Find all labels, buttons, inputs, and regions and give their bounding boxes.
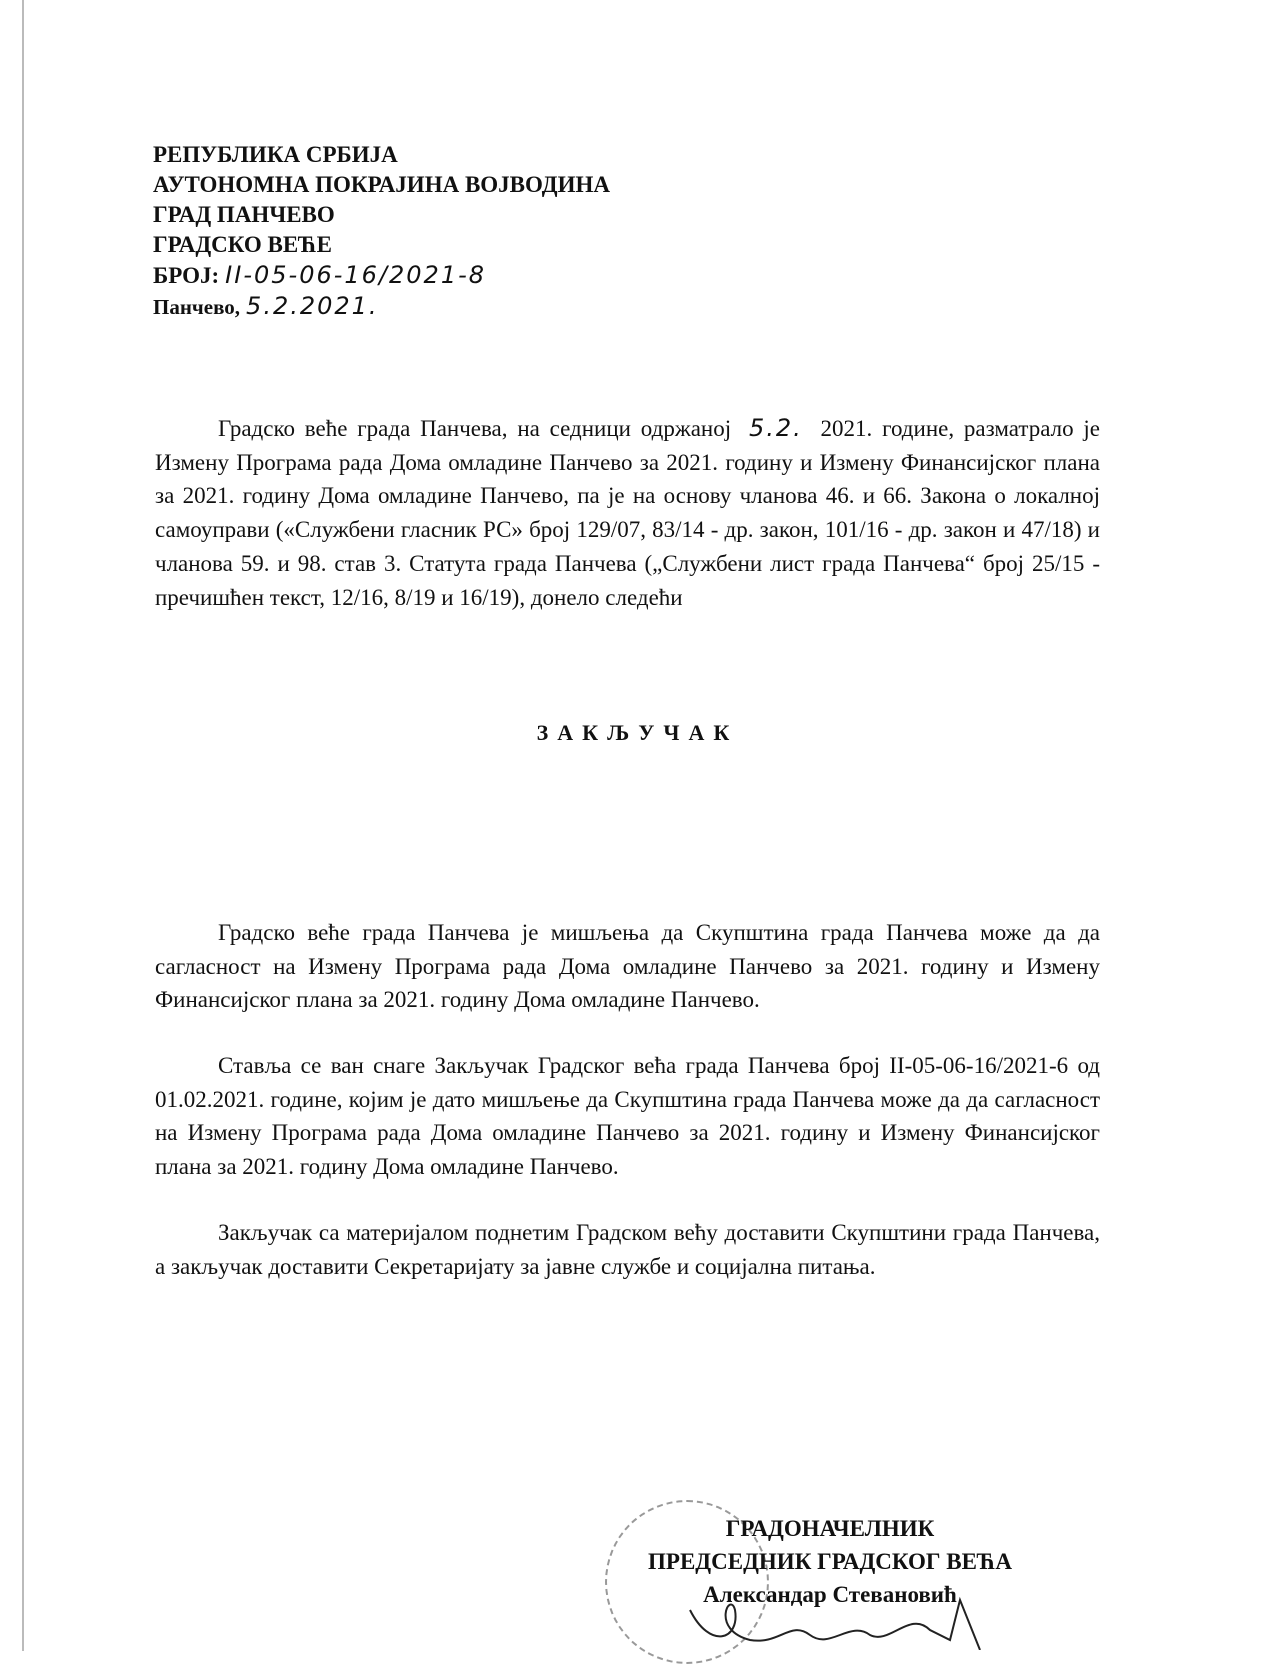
number-label: БРОЈ:	[153, 263, 220, 288]
header-line-republic: РЕПУБЛИКА СРБИЈА	[153, 142, 398, 167]
intro-paragraph	[155, 412, 1100, 614]
conclusion-paragraph-3: Закључак са материјалом поднетим Градском већу доставити Скупштини града Панчева, а закључак доставити Секретаријату за јавне службе и социјална питања.	[155, 1220, 1100, 1279]
header-line-province: АУТОНОМНА ПОКРАЈИНА ВОЈВОДИНА	[153, 172, 610, 197]
signatory-name: Александар Стевановић	[703, 1582, 957, 1607]
document-title: ЗАКЉУЧАК	[536, 720, 739, 745]
date-value: 5.2.2021.	[246, 292, 379, 320]
document-header	[153, 140, 610, 322]
document-number	[153, 260, 610, 291]
place-label: Панчево,	[153, 295, 241, 319]
intro-text-end: 2021. године, разматрало је Измену Програма рада Дома омладине Панчево за 2021. годину и Измену Финансијског плана за 2021. годину Дома омладине Панчево, па је на основу чланова 46. и 66. Закона о локалној самоуправи («Службени гласник РС» број 129/07, 83/14 - др. закон, 101/16 - др. закон и 47/18) и чланова 59. и 98. став 3. Статута града Панчева („Службени лист града Панчева“ број 25/15 - пречишћен текст, 12/16, 8/19 и 16/19), донело следећи	[155, 416, 1100, 610]
signatory-title-mayor: ГРАДОНАЧЕЛНИК	[725, 1516, 935, 1541]
intro-text-start: Градско веће града Панчева, на седници одржаној	[218, 416, 732, 441]
signatory-title-president: ПРЕДСЕДНИК ГРАДСКОГ ВЕЋА	[648, 1549, 1012, 1574]
header-line-council: ГРАДСКО ВЕЋЕ	[153, 232, 332, 257]
conclusion-paragraph-2: Ставља се ван снаге Закључак Градског већа града Панчева број II-05-06-16/2021-6 од 01.02.2021. године, којим је дато мишљење да Скупштина града Панчева може да да сагласност на Измену Програма рада Дома омладине Панчево за 2021. годину и Измену Финансијског плана за 2021. годину Дома омладине Панчево.	[155, 1053, 1100, 1180]
intro-date: 5.2.	[748, 414, 803, 442]
number-value: II-05-06-16/2021-8	[225, 261, 487, 289]
conclusion-paragraph-1: Градско веће града Панчева је мишљења да Скупштина града Панчева може да да сагласност на Измену Програма рада Дома омладине Панчево за 2021. годину и Измену Финансијског плана за 2021. годину Дома омладине Панчево.	[155, 920, 1100, 1013]
header-line-city: ГРАД ПАНЧЕВО	[153, 202, 335, 227]
page-edge	[22, 0, 24, 1651]
document-date	[153, 291, 610, 322]
handwritten-signature	[680, 1590, 1020, 1650]
